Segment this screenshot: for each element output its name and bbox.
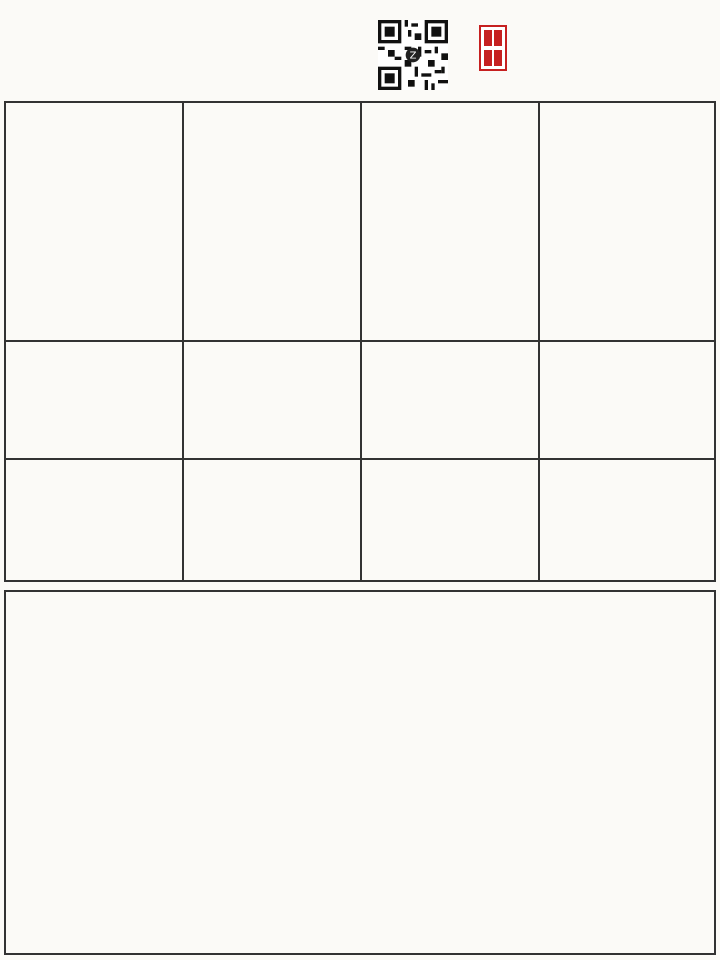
- qr-code-icon: [378, 20, 448, 90]
- logo: [476, 10, 712, 80]
- annual-table: [4, 590, 716, 955]
- svg-text:Z: Z: [409, 50, 417, 62]
- seal-icon: [476, 10, 712, 80]
- pillar-chart: [4, 101, 716, 582]
